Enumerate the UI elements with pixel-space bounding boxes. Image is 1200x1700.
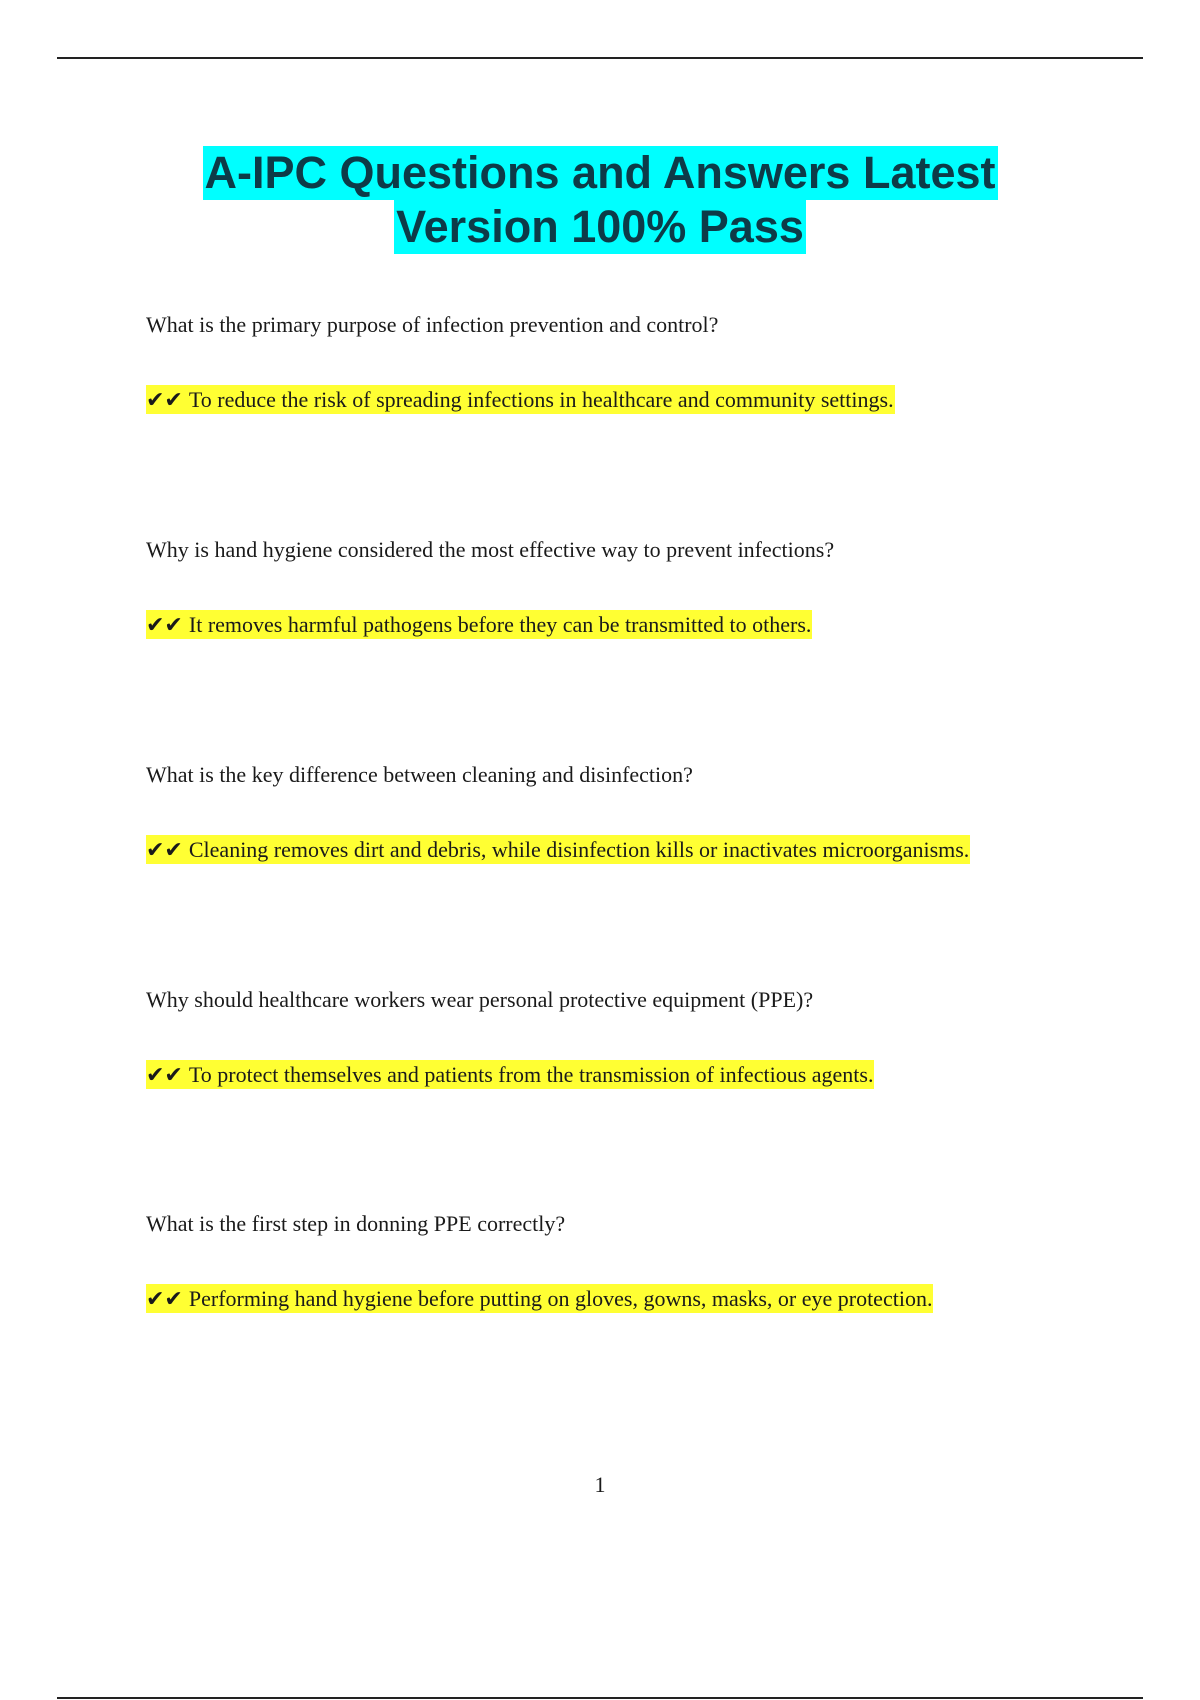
qa-item-4	[146, 985, 1146, 1088]
answer-highlight	[146, 1284, 933, 1313]
answer-block	[146, 835, 970, 866]
double-check-icon: ✔✔	[146, 838, 183, 863]
qa-item-1	[146, 310, 1146, 413]
answer-highlight	[146, 610, 812, 639]
double-check-icon: ✔✔	[146, 1287, 183, 1312]
bottom-rule	[57, 1697, 1143, 1699]
question-text: What is the first step in donning PPE correctly?	[146, 1211, 566, 1236]
top-rule	[57, 57, 1143, 59]
answer-block	[146, 1060, 874, 1091]
answer-highlight	[146, 835, 970, 864]
qa-item-2	[146, 535, 1146, 638]
page-number: 1	[594, 1472, 606, 1497]
question-text: Why is hand hygiene considered the most effective way to prevent infections?	[146, 537, 835, 562]
double-check-icon: ✔✔	[146, 613, 183, 638]
answer-block	[146, 610, 812, 641]
double-check-icon: ✔✔	[146, 388, 183, 413]
question-text: Why should healthcare workers wear personal protective equipment (PPE)?	[146, 987, 814, 1012]
document-title	[0, 146, 1200, 254]
title-line-1: A-IPC Questions and Answers Latest	[204, 147, 996, 198]
answer-highlight	[146, 1060, 874, 1089]
answer-highlight	[146, 385, 895, 414]
qa-item-3	[146, 760, 1146, 863]
answer-text: Performing hand hygiene before putting on gloves, gowns, masks, or eye protection.	[188, 1286, 933, 1311]
answer-text: To protect themselves and patients from the transmission of infectious agents.	[188, 1062, 874, 1087]
qa-item-5	[146, 1209, 1146, 1312]
question-text: What is the primary purpose of infection prevention and control?	[146, 312, 719, 337]
answer-text: It removes harmful pathogens before they can be transmitted to others.	[188, 612, 812, 637]
answer-text: Cleaning removes dirt and debris, while disinfection kills or inactivates microorganisms.	[188, 837, 970, 862]
title-line-2: Version 100% Pass	[396, 201, 804, 252]
question-text: What is the key difference between cleaning and disinfection?	[146, 762, 693, 787]
double-check-icon: ✔✔	[146, 1063, 183, 1088]
answer-block	[146, 385, 895, 416]
answer-text: To reduce the risk of spreading infections in healthcare and community settings.	[188, 387, 894, 412]
answer-block	[146, 1284, 933, 1315]
